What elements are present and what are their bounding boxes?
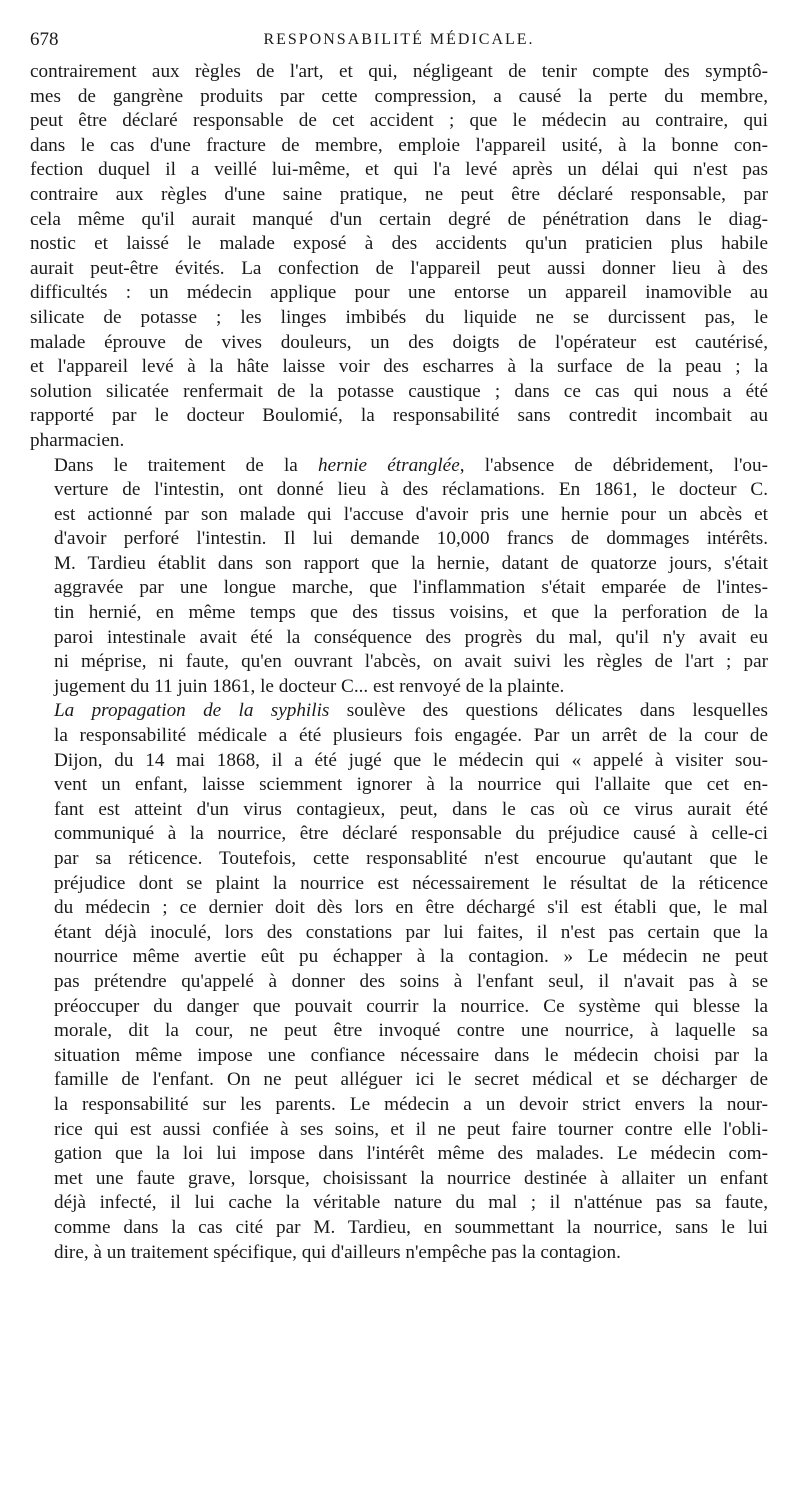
- text-line: du médecin ; ce dernier doit dès lors en être déchargé s'il est établi que, le mal: [54, 897, 768, 919]
- paragraph: [30, 699, 768, 1265]
- text-line: silicate de potasse ; les linges imbibés du liquide ne se durcissent pas, le: [30, 306, 768, 328]
- paragraph: [30, 60, 768, 454]
- text-line: pas prétendre qu'appelé à donner des soins à l'enfant seul, il n'avait pas à se: [54, 970, 768, 992]
- text-line: jugement du 11 juin 1861, le docteur C... est renvoyé de la plainte.: [54, 675, 565, 697]
- text-line: morale, dit la cour, ne peut être invoqué contre une nourrice, à laquelle sa: [54, 1020, 768, 1042]
- text-line: et l'appareil levé à la hâte laisse voir des escharres à la surface de la peau ; la: [30, 356, 768, 378]
- running-title: RESPONSABILITÉ MÉDICALE.: [263, 31, 535, 48]
- text-line: tin hernié, en même temps que des tissus voisins, et que la perforation de la: [54, 602, 768, 624]
- text-line: malade éprouve de vives douleurs, un des doigts de l'opérateur est cautérisé,: [30, 331, 768, 353]
- text-line: pharmacien.: [30, 429, 125, 451]
- text-line: mes de gangrène produits par cette compression, a causé la perte du membre,: [30, 85, 768, 107]
- text-line: rice qui est aussi confiée à ses soins, et il ne peut faire tourner contre elle l'obli-: [54, 1118, 768, 1140]
- text-line: d'avoir perforé l'intestin. Il lui demande 10,000 francs de dommages intérêts.: [54, 528, 768, 550]
- text-line: fection duquel il a veillé lui-même, et qui l'a levé après un délai qui n'est pas: [30, 159, 768, 181]
- text-line: Dijon, du 14 mai 1868, il a été jugé que le médecin qui « appelé à visiter sou-: [54, 749, 768, 771]
- text-line: paroi intestinale avait été la conséquence des progrès du mal, qu'il n'y avait eu: [54, 626, 768, 648]
- text-segment: Dans le traitement de la: [54, 454, 319, 476]
- text-line: préoccuper du danger que pouvait courrir la nourrice. Ce système qui blesse la: [54, 995, 768, 1017]
- text-line: [30, 699, 768, 724]
- text-line: peut être déclaré responsable de cet accident ; que le médecin au contraire, qui: [30, 110, 768, 132]
- running-head: [30, 28, 768, 52]
- text-segment: , l'absence de débridement, l'ou-: [459, 454, 768, 476]
- text-line: solution silicatée renfermait de la potasse caustique ; dans ce cas qui nous a été: [30, 380, 768, 402]
- text-line: contrairement aux règles de l'art, et qui, négligeant de tenir compte des symptô-: [30, 61, 768, 82]
- text-line: M. Tardieu établit dans son rapport que la hernie, datant de quatorze jours, s'était: [54, 552, 768, 574]
- text-line: préjudice dont se plaint la nourrice est nécessairement le résultat de la réticence: [54, 872, 768, 894]
- text-line: la responsabilité sur les parents. Le médecin a un devoir strict envers la nour-: [54, 1093, 768, 1115]
- text-line: la responsabilité médicale a été plusieurs fois engagée. Par un arrêt de la cour de: [54, 725, 768, 747]
- body-text: [30, 60, 768, 1265]
- italic-term: La propagation de la syphilis: [54, 700, 330, 722]
- book-page: [30, 28, 768, 1265]
- text-line: ni méprise, ni faute, qu'en ouvrant l'abcès, on avait suivi les règles de l'art ; par: [54, 651, 768, 673]
- text-line: vent un enfant, laisse sciemment ignorer à la nourrice qui l'allaite que cet en-: [54, 774, 768, 796]
- text-line: gation que la loi lui impose dans l'intérêt même des malades. Le médecin com-: [54, 1143, 768, 1165]
- text-line: dans le cas d'une fracture de membre, emploie l'appareil usité, à la bonne con-: [30, 134, 768, 156]
- text-line: aurait peut-être évités. La confection de l'appareil peut aussi donner lieu à des: [30, 257, 768, 279]
- text-segment: soulève des questions délicates dans lesquelles: [329, 700, 768, 722]
- text-line: dire, à un traitement spécifique, qui d'ailleurs n'empêche pas la contagion.: [54, 1241, 621, 1263]
- text-line: rapporté par le docteur Boulomié, la responsabilité sans contredit incombait au: [30, 405, 768, 427]
- text-line: situation même impose une confiance nécessaire dans le médecin choisi par la: [54, 1044, 768, 1066]
- text-line: fant est atteint d'un virus contagieux, peut, dans le cas où ce virus aurait été: [54, 798, 768, 820]
- text-line: famille de l'enfant. On ne peut alléguer ici le secret médical et se décharger de: [54, 1069, 768, 1091]
- text-line: difficultés : un médecin applique pour une entorse un appareil inamovible au: [30, 282, 768, 304]
- text-line: par sa réticence. Toutefois, cette responsablité n'est encourue qu'autant que le: [54, 848, 768, 869]
- text-line: nostic et laissé le malade exposé à des accidents qu'un praticien plus habile: [30, 233, 768, 255]
- text-line: met une faute grave, lorsque, choisissant la nourrice destinée à allaiter un enfant: [54, 1167, 768, 1189]
- text-line: déjà infecté, il lui cache la véritable nature du mal ; il n'atténue pas sa faute,: [54, 1192, 768, 1214]
- text-line: nourrice même avertie eût pu échapper à la contagion. » Le médecin ne peut: [54, 946, 768, 968]
- paragraph: [30, 454, 768, 700]
- text-line: [30, 454, 768, 479]
- text-line: est actionné par son malade qui l'accuse d'avoir pris une hernie pour un abcès et: [54, 503, 768, 525]
- text-line: comme dans la cas cité par M. Tardieu, en soummettant la nourrice, sans le lui: [54, 1216, 768, 1238]
- text-line: aggravée par une longue marche, que l'inflammation s'était emparée de l'intes-: [54, 577, 768, 599]
- page-number: 678: [30, 29, 59, 50]
- text-line: contraire aux règles d'une saine pratique, ne peut être déclaré responsable, par: [30, 183, 768, 205]
- text-line: étant déjà inoculé, lors des constations par lui faites, il n'est pas certain que la: [54, 921, 768, 943]
- italic-term: hernie étranglée: [318, 454, 460, 476]
- text-line: verture de l'intestin, ont donné lieu à des réclamations. En 1861, le docteur C.: [54, 479, 768, 501]
- text-line: cela même qu'il aurait manqué d'un certain degré de pénétration dans le diag-: [30, 208, 768, 230]
- text-line: communiqué à la nourrice, être déclaré responsable du préjudice causé à celle-ci: [54, 823, 768, 845]
